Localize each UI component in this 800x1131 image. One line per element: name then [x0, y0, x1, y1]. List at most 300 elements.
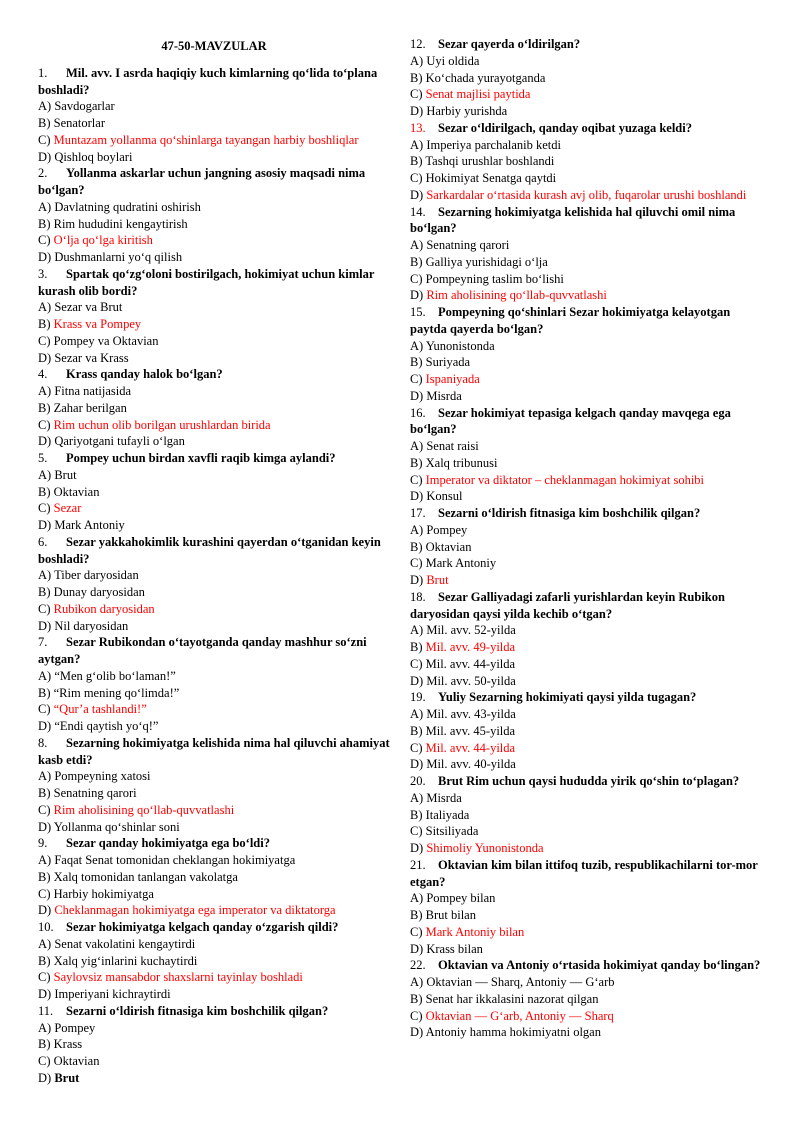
answer-option: [410, 807, 762, 824]
answer-option: [38, 701, 390, 718]
option-letter: A): [38, 1020, 52, 1035]
option-letter: A): [38, 384, 52, 398]
question-label: Oktavian va Antoniy o‘rtasida hokimiyat qanday bo‘lingan?: [438, 958, 761, 973]
option-letter: B): [410, 640, 423, 654]
option-text: Xalq yig‘inlarini kuchaytirdi: [53, 953, 198, 968]
option-letter: B): [38, 484, 51, 499]
question-text: [410, 120, 762, 137]
option-text: Misrda: [426, 790, 462, 805]
option-letter: C): [38, 417, 51, 432]
option-text: Fitna natijasida: [54, 384, 132, 398]
question-text: [38, 450, 390, 467]
question-block: [38, 835, 390, 919]
option-text: Senatorlar: [53, 116, 105, 130]
answer-option: [410, 840, 762, 857]
correct-answer-text: Muntazam yollanma qo‘shinlarga tayangan harbiy boshliqlar: [53, 132, 359, 147]
answer-option: [410, 740, 762, 757]
answer-option: [38, 1036, 390, 1053]
option-letter: C): [410, 87, 423, 102]
option-letter: D): [38, 250, 52, 264]
option-letter: D): [410, 841, 424, 855]
option-letter: A): [38, 99, 52, 114]
answer-option: [38, 567, 390, 584]
option-letter: D): [38, 618, 52, 633]
answer-option: [38, 869, 390, 886]
question-block: [38, 450, 390, 534]
option-text: Nil daryosidan: [54, 618, 129, 633]
option-text: Sezar va Krass: [54, 350, 129, 365]
question-number: 7.: [38, 635, 48, 650]
answer-option: [410, 823, 762, 840]
option-text: Yunonistonda: [425, 338, 495, 353]
answer-option: [38, 969, 390, 986]
answer-option: [410, 991, 762, 1008]
option-text: Mil. avv. 45-yilda: [425, 723, 516, 738]
option-letter: C): [410, 372, 423, 386]
answer-option: [410, 271, 762, 288]
answer-option: [38, 601, 390, 618]
option-text: Savdogarlar: [54, 99, 115, 114]
option-letter: B): [38, 1037, 51, 1052]
option-text: Galliya yurishidagi o‘lja: [425, 254, 548, 269]
option-letter: A): [410, 891, 424, 906]
correct-answer-text: Rim aholisining qo‘llab-quvvatlashi: [426, 288, 607, 303]
option-letter: D): [38, 434, 52, 449]
option-text: Dushmanlarni yo‘q qilish: [54, 250, 183, 264]
correct-answer-text: Senat majlisi paytida: [425, 87, 531, 102]
question-block: [38, 366, 390, 450]
option-letter: A): [410, 975, 424, 989]
right-column: [410, 36, 762, 1041]
correct-answer-text: Imperator va diktator – cheklanmagan hokimiyat sohibi: [425, 472, 705, 487]
option-letter: A): [38, 853, 52, 867]
option-text: Suriyada: [425, 355, 471, 370]
option-letter: C): [38, 132, 51, 147]
question-number: 19.: [410, 690, 426, 705]
option-letter: B): [410, 807, 423, 822]
answer-option: [38, 1020, 390, 1037]
question-text: [410, 505, 762, 522]
option-letter: D): [410, 288, 424, 303]
answer-option: [410, 673, 762, 690]
option-text: Pompey bilan: [426, 891, 496, 906]
question-text: [38, 65, 390, 99]
option-letter: B): [410, 908, 423, 922]
answer-option: [38, 685, 390, 702]
answer-option: [38, 953, 390, 970]
option-letter: C): [38, 501, 51, 516]
question-block: [38, 919, 390, 1003]
question-number: 5.: [38, 451, 48, 465]
option-text: Oktavian: [53, 484, 100, 499]
question-number: 2.: [38, 166, 48, 181]
option-text: Italiyada: [425, 807, 470, 822]
answer-option: [410, 472, 762, 489]
question-label: Sezar o‘ldirilgach, qanday oqibat yuzaga keldi?: [438, 120, 692, 135]
answer-option: [38, 768, 390, 785]
question-number: 4.: [38, 367, 48, 382]
question-text: [410, 857, 762, 891]
answer-option: [410, 354, 762, 371]
right-question-list: [410, 36, 762, 1041]
question-number: 15.: [410, 305, 426, 319]
option-letter: B): [38, 869, 51, 884]
answer-option: [410, 656, 762, 673]
answer-option: [410, 539, 762, 556]
option-letter: B): [38, 585, 51, 599]
option-text: Yollanma qo‘shinlar soni: [53, 819, 180, 834]
answer-option: [38, 249, 390, 266]
answer-option: [410, 388, 762, 405]
answer-option: [38, 484, 390, 501]
answer-option: [410, 53, 762, 70]
answer-option: [38, 819, 390, 836]
option-text: Faqat Senat tomonidan cheklangan hokimiyatga: [54, 853, 296, 867]
answer-option: [410, 103, 762, 120]
question-text: [410, 405, 762, 439]
correct-answer-text: Rim uchun olib borilgan urushlardan birida: [53, 417, 271, 432]
correct-answer-text: Rubikon daryosidan: [53, 601, 155, 616]
option-text: Sitsiliyada: [425, 824, 479, 839]
question-text: [38, 366, 390, 383]
option-text: Rim hududini kengaytirish: [53, 216, 188, 231]
option-text: Imperiya parchalanib ketdi: [426, 137, 561, 152]
answer-option: [38, 232, 390, 249]
question-block: [410, 689, 762, 773]
answer-option: [410, 639, 762, 656]
answer-option: [410, 907, 762, 924]
answer-option: [410, 890, 762, 907]
answer-option: [38, 584, 390, 601]
question-label: Spartak qo‘zg‘oloni bostirilgach, hokimiyat uchun kimlar kurash olib bordi?: [38, 266, 375, 298]
answer-option: [38, 98, 390, 115]
answer-option: [38, 886, 390, 903]
option-letter: C): [410, 472, 423, 487]
option-letter: C): [38, 886, 51, 901]
option-letter: B): [410, 991, 423, 1006]
correct-answer-text: Mark Antoniy bilan: [425, 924, 525, 939]
option-text: Krass bilan: [426, 941, 483, 956]
answer-option: [410, 438, 762, 455]
option-letter: C): [38, 702, 51, 717]
question-text: [410, 304, 762, 338]
correct-answer-text: Saylovsiz mansabdor shaxslarni tayinlay boshladi: [53, 970, 303, 985]
correct-answer-text: O‘lja qo‘lga kiritish: [53, 233, 153, 248]
answer-option: [38, 718, 390, 735]
option-text: Antoniy hamma hokimiyatni olgan: [425, 1025, 601, 1040]
question-block: [410, 957, 762, 1041]
option-letter: C): [410, 556, 423, 571]
option-letter: C): [410, 824, 423, 839]
option-letter: D): [38, 518, 52, 532]
option-text: Harbiy yurishda: [426, 104, 508, 118]
option-text: Mil. avv. 43-yilda: [426, 707, 516, 721]
question-text: [38, 1003, 390, 1020]
question-block: [410, 304, 762, 405]
question-label: Krass qanday halok bo‘lgan?: [66, 367, 223, 382]
option-letter: C): [410, 656, 423, 671]
question-number: 10.: [38, 920, 54, 934]
answer-option: [410, 170, 762, 187]
option-letter: B): [38, 786, 51, 800]
answer-option: [410, 287, 762, 304]
option-text: Pompeyning xatosi: [54, 769, 151, 784]
option-text: Pompey va Oktavian: [53, 333, 159, 348]
option-letter: D): [410, 673, 424, 688]
option-letter: D): [410, 388, 424, 403]
answer-option: [38, 299, 390, 316]
option-text: Dunay daryosidan: [53, 585, 145, 599]
option-letter: A): [410, 53, 424, 68]
question-block: [410, 204, 762, 305]
correct-answer-text: Brut: [426, 573, 449, 587]
question-block: [410, 36, 762, 120]
option-text: Oktavian — Sharq, Antoniy — G‘arb: [426, 975, 615, 989]
option-letter: B): [410, 355, 423, 370]
answer-option: [38, 216, 390, 233]
option-letter: C): [38, 333, 51, 348]
question-block: [410, 405, 762, 506]
option-letter: B): [38, 216, 51, 231]
option-letter: D): [410, 941, 424, 956]
answer-option: [410, 455, 762, 472]
option-letter: D): [410, 757, 424, 772]
question-text: [38, 735, 390, 769]
option-letter: B): [410, 723, 423, 738]
option-letter: D): [38, 987, 52, 1001]
answer-option: [38, 433, 390, 450]
answer-option: [410, 790, 762, 807]
correct-answer-text: Mil. avv. 44-yilda: [425, 740, 516, 755]
option-text: Mil. avv. 44-yilda: [425, 656, 516, 671]
option-text: Imperiyani kichraytirdi: [54, 987, 171, 1001]
question-text: [38, 165, 390, 199]
answer-option: [38, 668, 390, 685]
option-text: “Endi qaytish yo‘q!”: [54, 719, 159, 733]
option-letter: C): [38, 1054, 51, 1068]
answer-option: [410, 706, 762, 723]
answer-option: [38, 1070, 390, 1087]
question-number: 20.: [410, 774, 426, 788]
answer-option: [38, 785, 390, 802]
question-block: [38, 634, 390, 735]
answer-option: [410, 488, 762, 505]
question-label: Sezarning hokimiyatga kelishida nima hal qiluvchi ahamiyat kasb etdi?: [38, 735, 390, 767]
correct-answer-text: Shimoliy Yunonistonda: [426, 841, 544, 855]
option-text: Uyi oldida: [426, 53, 480, 68]
question-text: [410, 773, 762, 790]
answer-option: [410, 756, 762, 773]
question-number: 8.: [38, 735, 48, 750]
option-text: “Rim mening qo‘limda!”: [53, 685, 180, 700]
correct-answer-text: Sarkardalar o‘rtasida kurash avj olib, fuqarolar urushi boshlandi: [426, 187, 747, 202]
option-text: Xalq tribunusi: [425, 455, 498, 470]
correct-answer-text: Cheklanmagan hokimiyatga ega imperator va diktatorga: [54, 903, 336, 918]
option-letter: A): [410, 137, 424, 152]
option-letter: D): [410, 104, 424, 118]
answer-option: [410, 187, 762, 204]
question-text: [410, 589, 762, 623]
answer-option: [38, 115, 390, 132]
option-letter: B): [38, 953, 51, 968]
question-label: Pompeyning qo‘shinlari Sezar hokimiyatga kelayotgan paytda qayerda bo‘lgan?: [410, 305, 731, 336]
answer-option: [38, 986, 390, 1003]
answer-option: [410, 371, 762, 388]
option-text: Mark Antoniy: [425, 556, 497, 571]
correct-answer-text: “Qur’a tashlandi!”: [53, 702, 147, 717]
answer-option: [38, 618, 390, 635]
option-text: Mil. avv. 50-yilda: [426, 673, 516, 688]
answer-option: [38, 852, 390, 869]
question-text: [410, 689, 762, 706]
question-block: [410, 505, 762, 589]
question-number: 9.: [38, 836, 48, 851]
option-text: Qariyotgani tufayli o‘lgan: [54, 434, 185, 449]
question-number: 13.: [410, 120, 426, 135]
question-number: 14.: [410, 204, 426, 219]
question-label: Sezar qayerda o‘ldirilgan?: [438, 37, 581, 51]
answer-option: [410, 723, 762, 740]
question-label: Sezar yakkahokimlik kurashini qayerdan o‘tganidan keyin boshladi?: [38, 534, 381, 566]
option-letter: D): [38, 719, 52, 733]
option-text: Brut: [54, 1070, 80, 1085]
answer-option: [410, 237, 762, 254]
question-label: Sezarni o‘ldirish fitnasiga kim boshchilik qilgan?: [66, 1003, 329, 1018]
answer-option: [410, 941, 762, 958]
question-number: 18.: [410, 589, 426, 604]
question-label: Oktavian kim bilan ittifoq tuzib, respublikachilarni tor-mor etgan?: [410, 857, 758, 889]
option-letter: A): [410, 790, 424, 805]
option-letter: B): [410, 455, 423, 470]
answer-option: [38, 936, 390, 953]
option-text: Xalq tomonidan tanlangan vakolatga: [53, 869, 238, 884]
option-text: Mil. avv. 52-yilda: [426, 623, 516, 638]
question-number: 21.: [410, 857, 426, 872]
answer-option: [410, 622, 762, 639]
option-letter: B): [410, 154, 423, 169]
option-letter: B): [38, 685, 51, 700]
question-block: [38, 165, 390, 266]
correct-answer-text: Mil. avv. 49-yilda: [425, 640, 516, 654]
option-letter: C): [38, 601, 51, 616]
option-text: Oktavian: [425, 539, 472, 554]
question-block: [38, 266, 390, 367]
option-text: Misrda: [426, 388, 462, 403]
option-text: Tiber daryosidan: [54, 568, 139, 583]
answer-option: [38, 149, 390, 166]
option-letter: D): [410, 489, 424, 504]
option-text: Pompey: [426, 522, 468, 537]
question-text: [410, 36, 762, 53]
question-number: 16.: [410, 405, 426, 420]
question-text: [410, 204, 762, 238]
answer-option: [38, 350, 390, 367]
option-letter: B): [410, 254, 423, 269]
question-label: Sezarning hokimiyatga kelishida hal qiluvchi omil nima bo‘lgan?: [410, 204, 736, 236]
option-text: “Men g‘olib bo‘laman!”: [54, 668, 176, 683]
option-text: Senatning qarori: [426, 238, 510, 252]
question-label: Sezar hokimiyatga kelgach qanday o‘zgarish qildi?: [66, 920, 339, 934]
page-title: 47-50-MAVZULAR: [161, 39, 267, 53]
option-text: Senatning qarori: [53, 786, 137, 800]
answer-option: [38, 400, 390, 417]
option-letter: C): [38, 970, 51, 985]
answer-option: [410, 974, 762, 991]
question-block: [410, 773, 762, 857]
option-text: Senat har ikkalasini nazorat qilgan: [425, 991, 599, 1006]
question-number: 11.: [38, 1003, 54, 1018]
option-letter: C): [410, 271, 423, 286]
option-text: Ko‘chada yurayotganda: [425, 70, 546, 85]
option-letter: A): [410, 623, 424, 638]
option-letter: B): [38, 400, 51, 415]
question-text: [38, 266, 390, 300]
left-column: [38, 36, 390, 1087]
option-letter: A): [38, 568, 52, 583]
question-block: [38, 1003, 390, 1087]
option-letter: C): [410, 171, 423, 185]
option-text: Brut bilan: [425, 908, 476, 922]
question-block: [38, 65, 390, 166]
question-label: Sezar hokimiyat tepasiga kelgach qanday mavqega ega bo‘lgan?: [410, 405, 731, 437]
option-letter: D): [410, 187, 424, 202]
option-letter: A): [38, 769, 52, 784]
correct-answer-text: Rim aholisining qo‘llab-quvvatlashi: [53, 802, 235, 817]
question-text: [38, 534, 390, 568]
option-letter: A): [38, 668, 52, 683]
answer-option: [410, 572, 762, 589]
option-letter: D): [38, 903, 52, 918]
question-label: Mil. avv. I asrda haqiqiy kuch kimlarning qo‘lida to‘plana boshladi?: [38, 65, 378, 97]
answer-option: [38, 333, 390, 350]
option-letter: C): [410, 924, 423, 939]
question-label: Yollanma askarlar uchun jangning asosiy maqsadi nima bo‘lgan?: [38, 166, 366, 197]
option-letter: A): [410, 707, 424, 721]
option-text: Senat raisi: [426, 439, 479, 453]
option-letter: A): [410, 338, 424, 353]
option-text: Krass: [53, 1037, 83, 1052]
option-text: Brut: [54, 467, 77, 482]
option-letter: B): [38, 317, 51, 331]
question-label: Yuliy Sezarning hokimiyati qaysi yilda tugagan?: [438, 690, 697, 705]
correct-answer-text: Oktavian — G‘arb, Antoniy — Sharq: [425, 1008, 614, 1023]
answer-option: [410, 338, 762, 355]
answer-option: [410, 555, 762, 572]
answer-option: [38, 199, 390, 216]
option-text: Mark Antoniy: [54, 518, 125, 532]
option-letter: A): [38, 467, 52, 482]
answer-option: [410, 153, 762, 170]
option-letter: A): [410, 238, 424, 252]
question-text: [38, 634, 390, 668]
question-label: Pompey uchun birdan xavfli raqib kimga aylandi?: [66, 451, 336, 465]
answer-option: [38, 316, 390, 333]
answer-option: [38, 467, 390, 484]
option-text: Senat vakolatini kengaytirdi: [54, 936, 196, 951]
question-label: Sezar Galliyadagi zafarli yurishlardan keyin Rubikon daryosidan qaysi yilda kechib o‘tgan?: [410, 589, 725, 621]
answer-option: [410, 924, 762, 941]
option-text: Harbiy hokimiyatga: [53, 886, 154, 901]
question-label: Sezar Rubikondan o‘tayotganda qanday mashhur so‘zni aytgan?: [38, 635, 367, 666]
question-number: 22.: [410, 958, 426, 973]
option-letter: B): [410, 70, 423, 85]
question-number: 6.: [38, 534, 48, 549]
option-text: Pompeyning taslim bo‘lishi: [425, 271, 564, 286]
answer-option: [410, 1008, 762, 1025]
question-number: 1.: [38, 65, 48, 80]
option-letter: D): [38, 350, 52, 365]
option-letter: D): [38, 1070, 52, 1085]
